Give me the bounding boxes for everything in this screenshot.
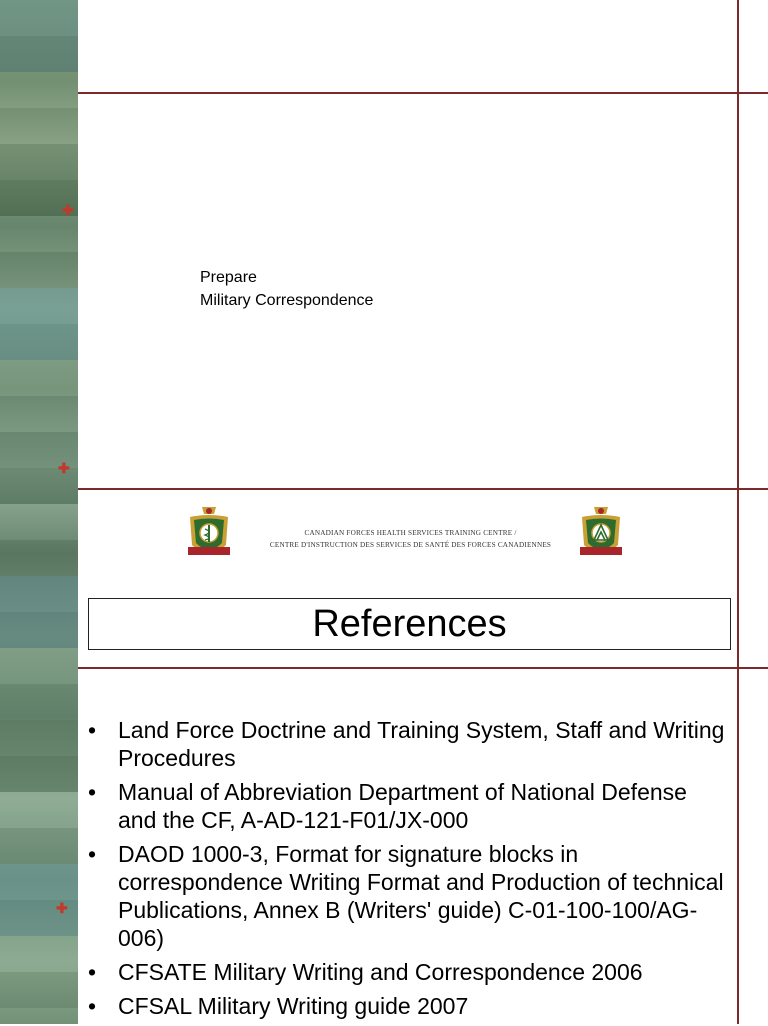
title-line-2: Military Correspondence	[200, 292, 374, 309]
medical-crest-logo	[186, 505, 232, 563]
list-item	[88, 840, 728, 952]
collage-photo	[0, 288, 78, 360]
reference-text: Manual of Abbreviation Department of National Defense and the CF, A-AD-121-F01/JX-000	[118, 779, 687, 833]
bullet-icon: •	[88, 993, 97, 1019]
divider-rule	[78, 667, 768, 669]
red-cross-icon: ✚	[56, 900, 68, 916]
training-centre-crest-logo	[578, 505, 624, 563]
references-heading: References	[312, 602, 507, 645]
list-item	[88, 992, 728, 1020]
banner-english: CANADIAN FORCES HEALTH SERVICES TRAINING CENTRE /	[304, 529, 517, 537]
list-item	[88, 716, 728, 772]
vertical-rule	[737, 0, 739, 1024]
document-title	[200, 266, 373, 312]
red-cross-icon: ✚	[62, 202, 74, 218]
collage-photo	[0, 0, 78, 72]
list-item	[88, 778, 728, 834]
divider-rule	[78, 488, 768, 490]
red-cross-icon: ✚	[58, 460, 70, 476]
list-item	[88, 958, 728, 986]
bullet-icon: •	[88, 779, 97, 805]
bullet-icon: •	[88, 717, 97, 743]
references-list	[88, 716, 728, 1026]
bullet-icon: •	[88, 841, 97, 867]
bullet-icon: •	[88, 959, 97, 985]
title-line-1: Prepare	[200, 269, 257, 286]
references-heading-box	[88, 598, 731, 650]
banner-french: CENTRE D'INSTRUCTION DES SERVICES DE SANTÉ DES FORCES CANADIENNES	[269, 541, 552, 549]
reference-text: CFSATE Military Writing and Correspondence 2006	[118, 959, 643, 985]
photo-collage-strip	[0, 0, 78, 1024]
reference-text: CFSAL Military Writing guide 2007	[118, 993, 469, 1019]
reference-text: Land Force Doctrine and Training System, Staff and Writing Procedures	[118, 717, 725, 771]
collage-photo	[0, 720, 78, 792]
collage-photo	[0, 576, 78, 648]
reference-text: DAOD 1000-3, Format for signature blocks in correspondence Writing Format and Production of technical Publications, Annex B (Writers' guide) C-01-100-100/AG-006)	[118, 841, 724, 951]
divider-rule	[78, 92, 768, 94]
institution-banner	[248, 527, 573, 551]
